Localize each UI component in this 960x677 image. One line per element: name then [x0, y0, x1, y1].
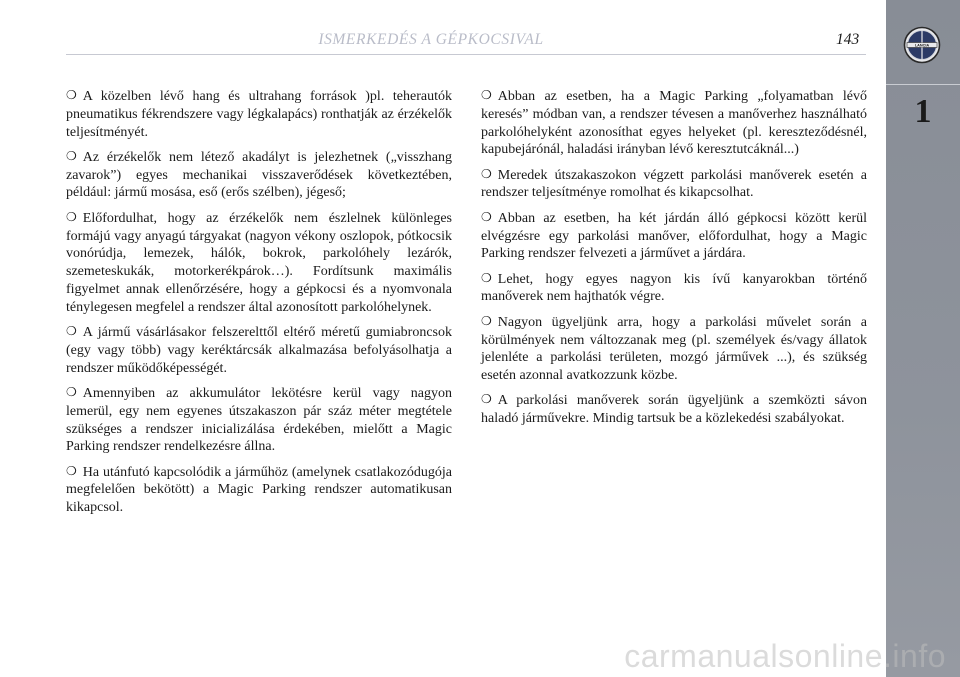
bullet-paragraph: [66, 210, 452, 317]
chapter-number: 1: [914, 93, 932, 130]
page-header-title: ISMERKEDÉS A GÉPKOCSIVAL: [318, 31, 544, 48]
left-text-column: [66, 88, 452, 525]
paragraph-text: Lehet, hogy egyes nagyon kis ívű kanyarokban történő manőverek nem hajthatók végre.: [481, 271, 867, 305]
paragraph-text: Az érzékelők nem létező akadályt is jelezhetnek („visszhang zavarok”) egyes mechanikai visszaverődések következtében, például: jármű mosása, eső (erős szélben), jégeső;: [66, 149, 452, 201]
bullet-circle-icon: ❍: [481, 392, 492, 407]
bullet-paragraph: [481, 167, 867, 203]
bullet-paragraph: [481, 88, 867, 159]
page-number: 143: [836, 31, 860, 48]
bullet-circle-icon: ❍: [481, 88, 492, 102]
lancia-logo-icon: [903, 26, 941, 64]
bullet-circle-icon: ❍: [66, 209, 77, 224]
bullet-circle-icon: ❍: [66, 324, 77, 339]
bullet-circle-icon: ❍: [481, 270, 492, 285]
paragraph-text: A jármű vásárlásakor felszerelttől eltérő méretű gumiabroncsok (egy vagy több) vagy keréktárcsák alkalmazása befolyásolhatja a rendszer működőképességét.: [66, 325, 452, 376]
paragraph-text: Nagyon ügyeljünk arra, hogy a parkolási művelet során a körülmények nem változzanak meg (pl. személyek és/vagy állatok jelenléte a parkolási területen, mozgó járművek ...), és szükség esetén azonnal avatkozzunk közbe.: [481, 314, 867, 384]
paragraph-text: Abban az esetben, ha két járdán álló gépkocsi között kerül elvégzésre egy parkolási manőver, előfordulhat, hogy a Magic Parking rendszer felvezeti a járművet a járdára.: [481, 210, 867, 262]
paragraph-text: Meredek útszakaszokon végzett parkolási manőverek esetén a rendszer teljesítménye romolhat és kikapcsolhat.: [481, 167, 867, 201]
bullet-circle-icon: ❍: [481, 209, 492, 224]
bullet-paragraph: [481, 210, 867, 263]
bullet-paragraph: [66, 88, 452, 141]
paragraph-text: Amennyiben az akkumulátor lekötésre kerül vagy nagyon lemerül, egy nem egyenes útszakaszon pár száz méter megtétele szükséges a rendszer inicializálása érdekében, mielőtt a Magic Parking rendszer rendelkezésre állna.: [66, 385, 452, 455]
right-text-column: [481, 88, 867, 436]
bullet-circle-icon: ❍: [66, 148, 77, 163]
bullet-paragraph: [481, 314, 867, 385]
chapter-divider: [886, 84, 960, 85]
logo-text: LANCIA: [914, 43, 930, 48]
bullet-paragraph: [66, 385, 452, 456]
paragraph-text: Előfordulhat, hogy az érzékelők nem észlelnek különleges formájú vagy anyagú tárgyakat (nagyon vékony oszlopok, pótkocsik vonórúdja, lemezek, hálók, bokrok, parkolóhely lezárók, szemeteskukák, motorkerékpárok…). Fordítsunk maximális figyelmet annak ellenőrzésére, hogy a gépkocsi és a nyomvonala ténylegesen megfelel a rendszer által azonosított parkolóhelynek.: [66, 210, 452, 315]
bullet-circle-icon: ❍: [66, 463, 77, 478]
paragraph-text: A közelben lévő hang és ultrahang források )pl. teherautók pneumatikus fékrendszere vagy légkalapács) ronthatják az érzékelők teljesítményét.: [66, 89, 452, 140]
paragraph-text: A parkolási manőverek során ügyeljünk a szemközti sávon haladó járművekre. Mindig tartsuk be a közlekedési szabályokat.: [481, 393, 867, 427]
bullet-paragraph: [481, 392, 867, 428]
bullet-circle-icon: ❍: [66, 88, 77, 102]
bullet-paragraph: [481, 271, 867, 307]
paragraph-text: Ha utánfutó kapcsolódik a járműhöz (amelynek csatlakozódugója megfelelően bekötött) a Magic Parking rendszer automatikusan kikapcsol.: [66, 464, 452, 516]
watermark: carmanualsonline.info: [624, 638, 946, 674]
paragraph-text: Abban az esetben, ha a Magic Parking „folyamatban lévő keresés” módban van, a rendszer tévesen a manőverhez használható parkolóhelyként azonosíthat egyes helyeket (pl. kereszteződésnél, kapubejárónál, haladási irányban lévő keresztutcáknál...): [481, 89, 867, 158]
bullet-paragraph: [66, 149, 452, 202]
bullet-circle-icon: ❍: [66, 384, 77, 399]
bullet-circle-icon: ❍: [481, 166, 492, 181]
bullet-circle-icon: ❍: [481, 313, 492, 328]
header-divider: [66, 54, 866, 55]
bullet-paragraph: [66, 324, 452, 377]
bullet-paragraph: [66, 464, 452, 517]
